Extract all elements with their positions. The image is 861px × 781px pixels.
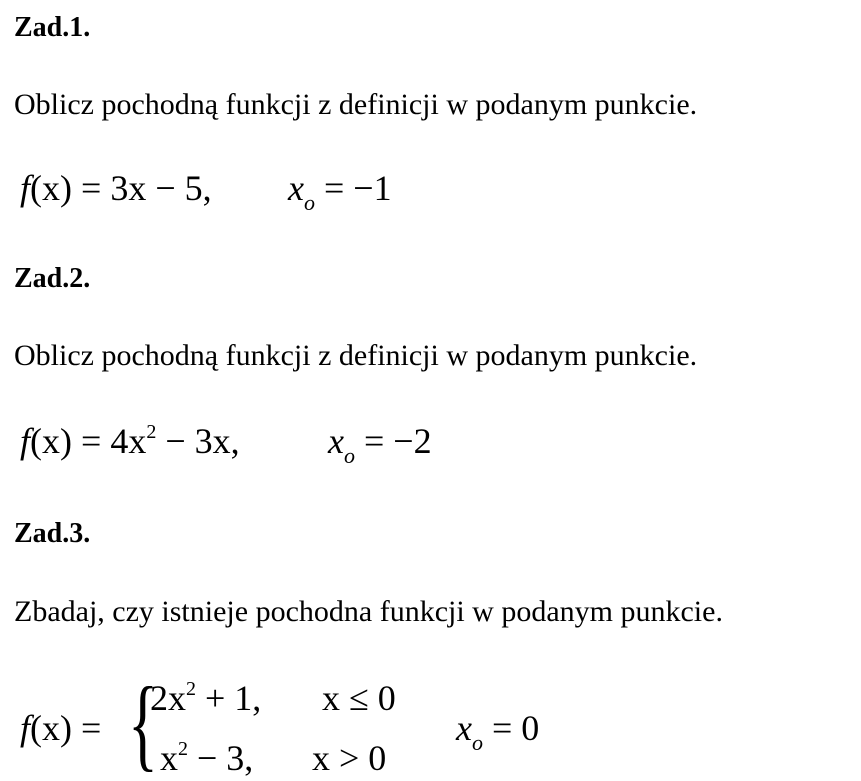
task-3-case-1-condition: x ≤ 0 bbox=[322, 678, 396, 718]
task-2-point: $x_o = -2$ bbox=[328, 421, 432, 468]
task-3-point: $x_o = 0$ bbox=[456, 708, 540, 755]
task-2-instruction: Oblicz pochodną funkcji z definicji w podanym punkcie. bbox=[14, 339, 698, 372]
task-3-case-2-expr: $x^2 - 3$, bbox=[160, 738, 254, 778]
task-3-case-1-expr: $2x^2 + 1$, bbox=[150, 678, 262, 718]
task-2-function: $f(x) = 4x^2 - 3x$, bbox=[20, 421, 240, 461]
task-3-instruction: Zbadaj, czy istnieje pochodna funkcji w podanym punkcie. bbox=[14, 595, 723, 628]
task-1-point: $x_o = -1$ bbox=[288, 168, 392, 215]
task-2-heading: Zad.2. bbox=[14, 263, 91, 294]
task-3-case-2-condition: x > 0 bbox=[312, 738, 387, 778]
task-1-instruction: Oblicz pochodną funkcji z definicji w podanym punkcie. bbox=[14, 88, 698, 121]
task-1-function: f(x) = 3x − 5, bbox=[20, 168, 212, 208]
task-3-heading: Zad.3. bbox=[14, 518, 91, 549]
piecewise-brace: { bbox=[128, 666, 158, 781]
task-1-heading: Zad.1. bbox=[14, 12, 91, 43]
task-3-function-lhs: f(x) = bbox=[20, 708, 102, 748]
